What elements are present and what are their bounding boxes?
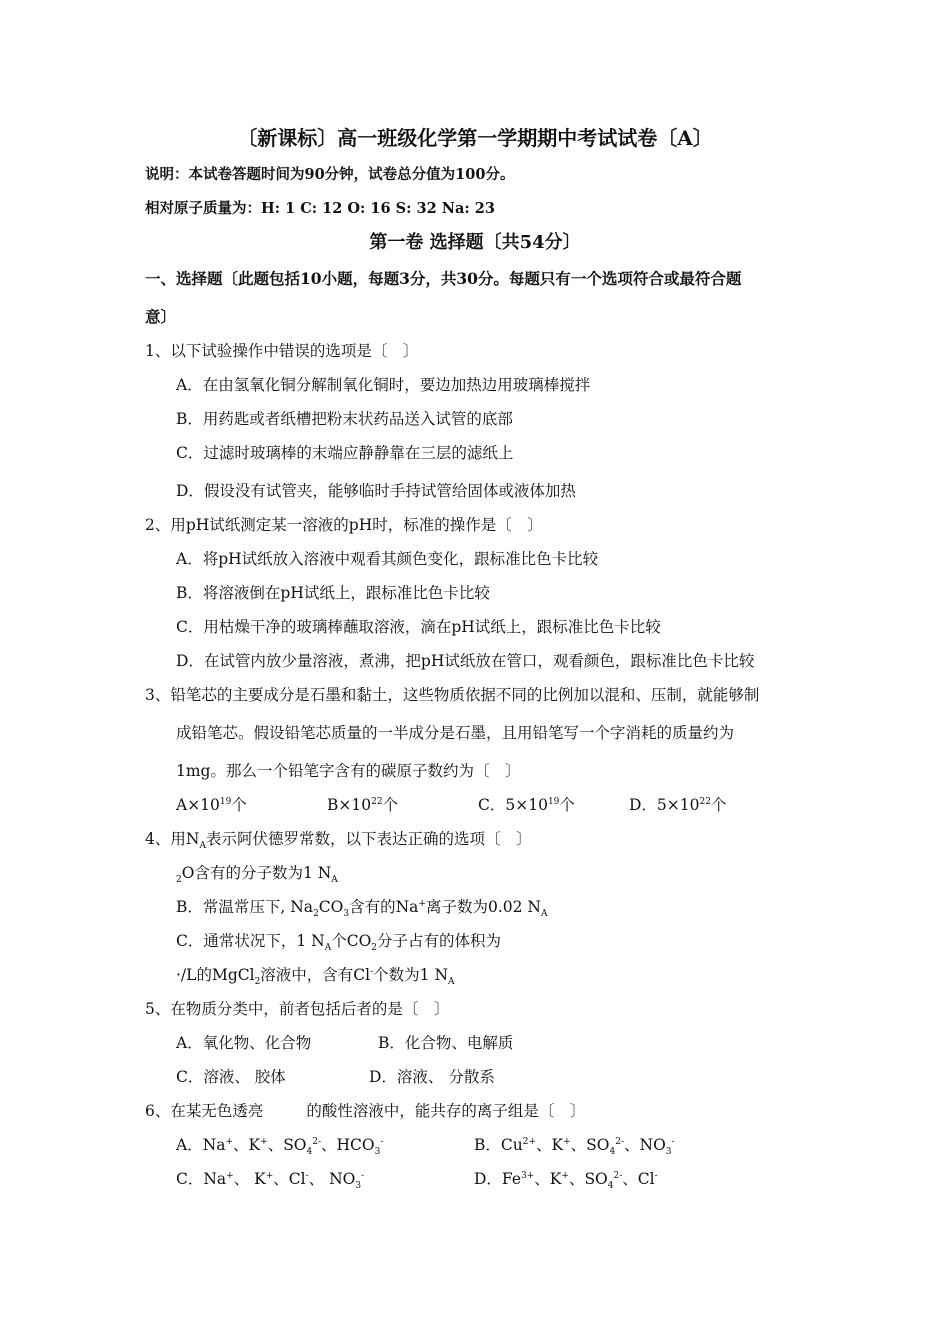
option-text: C．Na [176, 1170, 227, 1188]
subscript: 2 [371, 943, 378, 954]
charge: + [563, 1136, 571, 1147]
question-3-stem-line2: 成铅笔芯。假设铅笔芯质量的一半成分是石墨，且用铅笔写一个字消耗的质量约为 [176, 724, 735, 742]
exam-note: 说明：本试卷答题时间为90分钟，试卷总分值为100分。 [145, 166, 515, 183]
subscript: 4 [607, 1181, 614, 1192]
charge: - [361, 1170, 365, 1181]
subscript: A [331, 875, 338, 886]
question-2-option-b: B．将溶液倒在pH试纸上，跟标准比色卡比较 [176, 584, 490, 602]
charge: 2+ [522, 1136, 537, 1147]
stem-text: 4、用N [145, 830, 200, 848]
option-text: 离子数为0.02 N [425, 898, 541, 916]
charge: - [654, 1170, 658, 1181]
question-6-option-d [474, 1168, 658, 1190]
charge: + [265, 1170, 274, 1181]
stem-text: 的酸性溶液中，能共存的离子组是〔 〕 [306, 1102, 586, 1120]
question-5-stem: 5、在物质分类中，前者包括后者的是〔 〕 [145, 1000, 450, 1018]
subscript: A [540, 909, 548, 920]
question-2-option-a: A．将pH试纸放入溶液中观看其颜色变化，跟标准比色卡比较 [176, 550, 599, 568]
question-5-option-d: D．溶液、 分散系 [369, 1068, 495, 1086]
charge: - [671, 1136, 675, 1147]
exponent: 22 [699, 796, 711, 807]
exponent: 22 [371, 796, 383, 807]
question-2-option-c: C．用枯燥干净的玻璃棒蘸取溶液，滴在pH试纸上，跟标准比色卡比较 [176, 618, 661, 636]
question-3-option-b [327, 794, 398, 816]
option-text: 、HCO [321, 1136, 375, 1154]
question-3-stem-line3: 1mg。那么一个铅笔字含有的碳原子数约为〔 〕 [176, 762, 521, 780]
subscript: 3 [374, 1147, 381, 1158]
section-intro-line1: 一、选择题〔此题包括10小题，每题3分，共30分。每题只有一个选项符合或最符合题 [145, 269, 742, 288]
option-unit: 个 [382, 796, 399, 814]
question-4-option-b [176, 896, 547, 918]
subscript: 2 [254, 977, 261, 988]
charge: + [226, 1170, 234, 1181]
option-text: B．Cu [474, 1136, 523, 1154]
option-text: B．常温常压下, Na [176, 898, 314, 916]
question-6-stem [145, 1100, 585, 1122]
question-1-option-d: D．假设没有试管夹，能够临时手持试管给固体或液体加热 [176, 482, 576, 500]
question-1-option-a: A．在由氢氧化铜分解制氧化铜时，要边加热边用玻璃棒搅拌 [176, 376, 591, 394]
charge: 2- [312, 1136, 322, 1147]
section-intro-line2: 意〕 [145, 307, 177, 326]
option-unit: 个 [559, 796, 575, 814]
question-1-option-c: C．过滤时玻璃棒的末端应静静靠在三层的滤纸上 [176, 444, 514, 462]
exponent: 19 [219, 796, 232, 807]
stem-text: 6、在某无色透亮 [145, 1102, 264, 1120]
charge: + [225, 1136, 234, 1147]
subscript: A [199, 841, 206, 852]
section-title: 第一卷 选择题〔共54分〕 [369, 232, 581, 253]
charge: + [260, 1136, 268, 1147]
question-1-stem: 1、以下试验操作中错误的选项是〔 〕 [145, 342, 419, 360]
subscript: 3 [665, 1147, 672, 1158]
option-text: C．通常状况下，1 N [176, 932, 325, 950]
question-6-option-b [474, 1134, 675, 1156]
question-4-option-a [176, 862, 338, 884]
subscript: 2 [313, 909, 319, 920]
option-text: 、Cl [622, 1170, 655, 1188]
option-text: A．Na [176, 1136, 226, 1154]
question-5-option-a: A．氧化物、化合物 [176, 1034, 312, 1052]
option-text: CO [318, 898, 344, 916]
option-text: 、NO [624, 1136, 666, 1154]
stem-text: 表示阿伏德罗常数，以下表达正确的选项〔 〕 [205, 830, 532, 848]
superscript: - [370, 966, 374, 977]
atomic-masses: 相对原子质量为：H: 1 C: 12 O: 16 S: 32 Na: 23 [145, 200, 495, 217]
charge: 2- [613, 1170, 623, 1181]
subscript: A [324, 943, 332, 954]
superscript: + [418, 898, 426, 909]
charge: + [561, 1170, 569, 1181]
option-text: 、SO [568, 1170, 608, 1188]
charge: - [305, 1170, 309, 1181]
charge: 3+ [521, 1170, 535, 1181]
question-3-option-a [176, 794, 247, 816]
option-text: 、K [534, 1170, 562, 1188]
question-6-option-a [176, 1134, 383, 1156]
page-title: 〔新课标〕高一班级化学第一学期期中考试试卷〔A〕 [237, 126, 713, 150]
subscript: 3 [343, 909, 350, 920]
option-text: B×10 [327, 796, 372, 814]
option-text: C．5×10 [478, 796, 548, 814]
subscript: A [448, 977, 455, 988]
question-5-option-b: B．化合物、电解质 [378, 1034, 514, 1052]
option-text: 个数为1 N [373, 966, 449, 984]
option-text: 分子占有的体积为 [377, 932, 502, 950]
option-unit: 个 [231, 796, 247, 814]
option-unit: 个 [710, 796, 727, 814]
question-3-stem-line1: 3、铅笔芯的主要成分是石墨和黏土，这些物质依据不同的比例加以混和、压制，就能够制 [145, 686, 760, 704]
option-text: 、SO [570, 1136, 610, 1154]
question-4-stem [145, 828, 531, 850]
subscript: 4 [306, 1147, 313, 1158]
exponent: 19 [547, 796, 560, 807]
option-text: 含有的Na [349, 898, 419, 916]
charge: - [380, 1136, 384, 1147]
question-5-option-c: C．溶液、 胶体 [176, 1068, 286, 1086]
subscript: 2 [176, 875, 182, 886]
option-text: 、K [536, 1136, 564, 1154]
question-2-option-d: D．在试管内放少量溶液，煮沸，把pH试纸放在管口，观看颜色，跟标准比色卡比较 [176, 652, 755, 670]
question-1-option-b: B．用药匙或者纸槽把粉末状药品送入试管的底部 [176, 410, 513, 428]
option-text: 、 NO [308, 1170, 356, 1188]
question-3-option-c [478, 794, 575, 816]
option-text: O含有的分子数为1 N [181, 864, 332, 882]
subscript: 3 [355, 1181, 362, 1192]
option-text: D．5×10 [629, 796, 700, 814]
option-text: 个CO [331, 932, 372, 950]
question-6-option-c [176, 1168, 364, 1190]
question-4-option-c [176, 930, 501, 952]
subscript: 4 [609, 1147, 616, 1158]
option-text: A×10 [176, 796, 220, 814]
option-text: 、Cl [273, 1170, 306, 1188]
option-text: D．Fe [474, 1170, 522, 1188]
charge: 2- [615, 1136, 624, 1147]
question-3-option-d [629, 794, 726, 816]
option-text: ·/L的MgCl [176, 966, 255, 984]
option-text: 溶液中，含有Cl [260, 966, 371, 984]
question-4-option-d [176, 964, 455, 986]
option-text: 、SO [267, 1136, 307, 1154]
option-text: 、K [233, 1136, 261, 1154]
question-2-stem: 2、用pH试纸测定某一溶液的pH时，标准的操作是〔 〕 [145, 516, 543, 534]
option-text: 、 K [233, 1170, 266, 1188]
